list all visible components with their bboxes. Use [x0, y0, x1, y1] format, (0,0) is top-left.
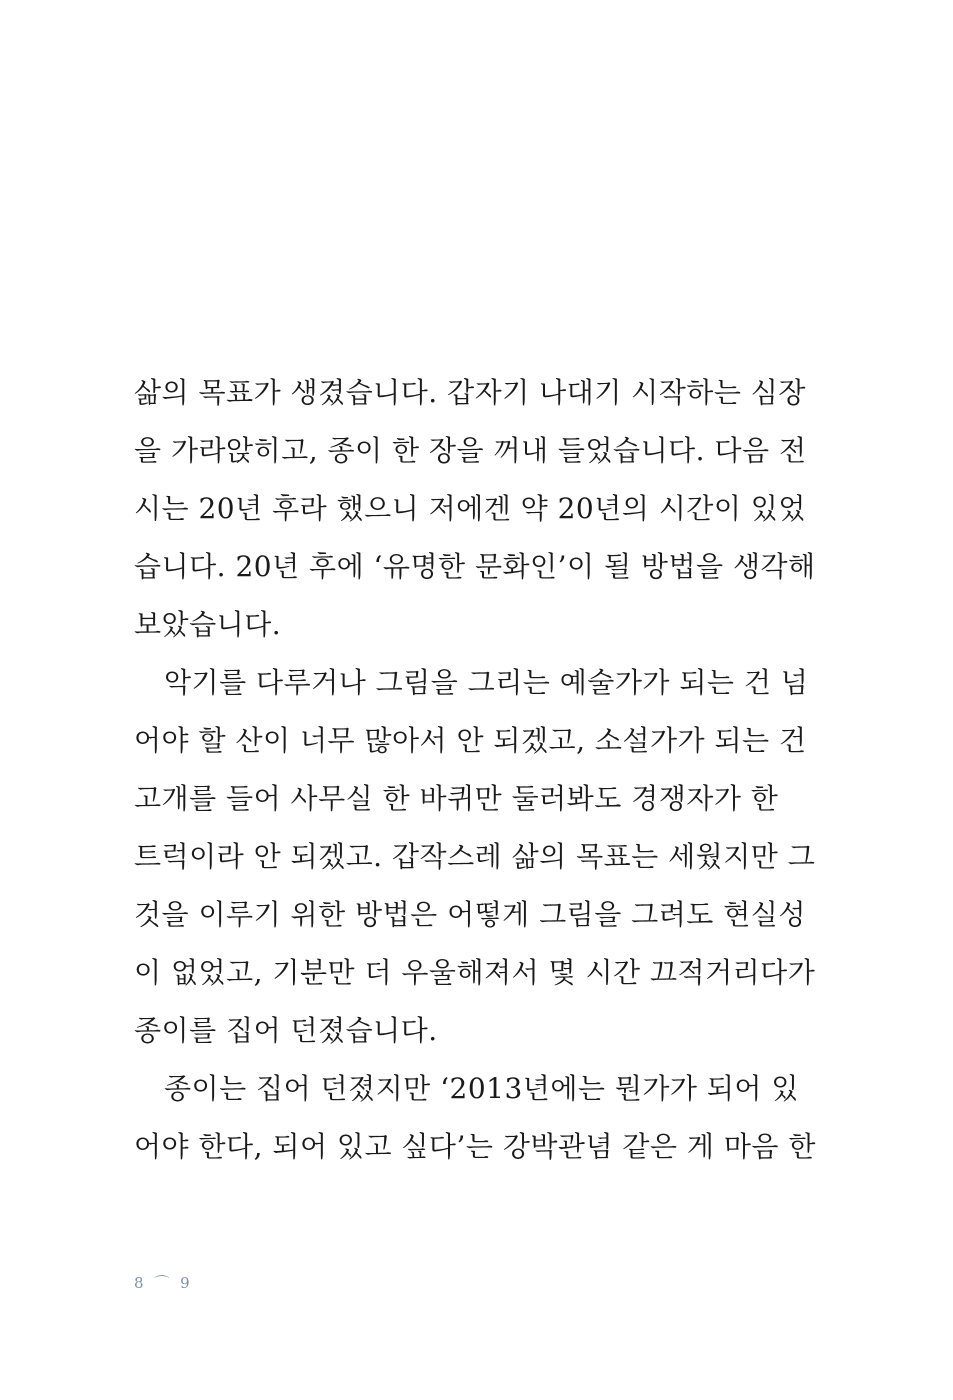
text-line: 어야 할 산이 너무 많아서 안 되겠고, 소설가가 되는 건 [134, 724, 807, 757]
text-line: 을 가라앉히고, 종이 한 장을 꺼내 들었습니다. 다음 전 [134, 434, 807, 467]
text-line: 시는 20년 후라 했으니 저에겐 약 20년의 시간이 있었 [134, 492, 806, 525]
text-line: 습니다. 20년 후에 ‘유명한 문화인’이 될 방법을 생각해 [134, 550, 816, 583]
text-line: 것을 이루기 위한 방법은 어떻게 그림을 그려도 현실성 [134, 898, 806, 931]
text-line: 이 없었고, 기분만 더 우울해져서 몇 시간 끄적거리다가 [134, 956, 816, 989]
text-line: 삶의 목표가 생겼습니다. 갑자기 나대기 시작하는 심장 [134, 376, 806, 409]
page-number: 8 ⌒ 9 [134, 1274, 193, 1292]
text-line: 종이는 집어 던졌지만 ‘2013년에는 뭔가가 되어 있 [164, 1072, 799, 1105]
text-line: 악기를 다루거나 그림을 그리는 예술가가 되는 건 넘 [164, 666, 809, 699]
body-text [134, 364, 816, 1176]
text-line: 종이를 집어 던졌습니다. [134, 1014, 438, 1047]
text-line: 보았습니다. [134, 608, 282, 641]
text-line: 고개를 들어 사무실 한 바퀴만 둘러봐도 경쟁자가 한 [134, 782, 779, 815]
text-line: 트럭이라 안 되겠고. 갑작스레 삶의 목표는 세웠지만 그 [134, 840, 816, 873]
text-line: 어야 한다, 되어 있고 싶다’는 강박관념 같은 게 마음 한 [134, 1130, 816, 1163]
